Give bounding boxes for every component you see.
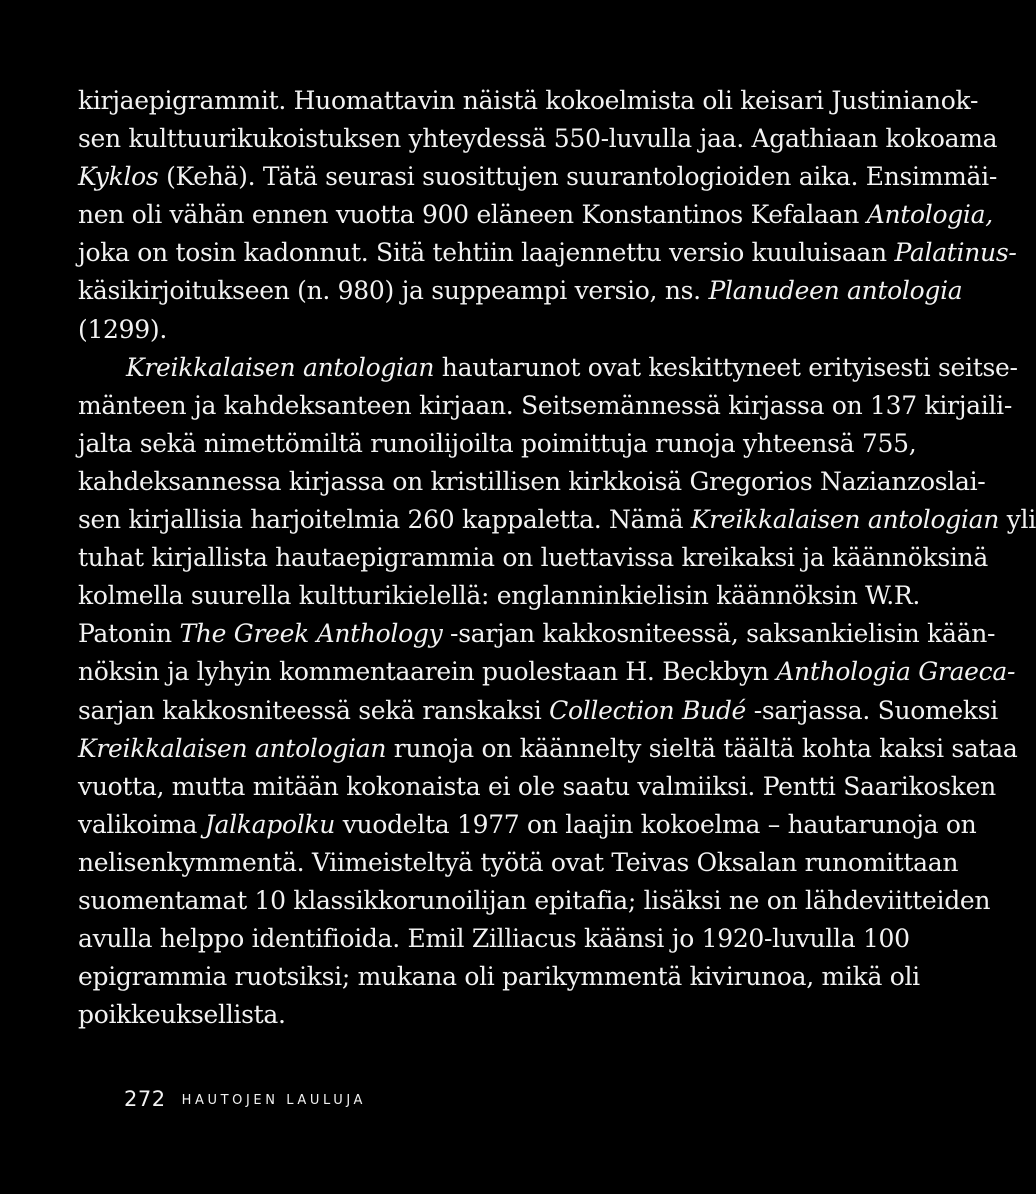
text-line: poikkeuksellista. — [78, 1000, 286, 1030]
text-line: kahdeksannessa kirjassa on kristillisen kirkkoisä Gregorios Nazianzoslai- — [78, 466, 986, 496]
text-line: sarjan kakkosniteessä sekä ranskaksi Collection Budé -sarjassa. Suomeksi — [78, 695, 998, 725]
text-line: sen kirjallisia harjoitelmia 260 kappaletta. Nämä Kreikkalaisen antologian yli — [78, 505, 1036, 535]
text-line: Patonin The Greek Anthology -sarjan kakkosniteessä, saksankielisin kään- — [78, 619, 996, 649]
text-line: epigrammia ruotsiksi; mukana oli parikymmentä kivirunoa, mikä oli — [78, 962, 920, 992]
page-footer — [124, 1087, 366, 1111]
text-line: avulla helppo identifioida. Emil Zilliacus käänsi jo 1920-luvulla 100 — [78, 924, 910, 954]
text-line: suomentamat 10 klassikkorunoilijan epitafia; lisäksi ne on lähdeviitteiden — [78, 885, 991, 915]
text-line: valikoima Jalkapolku vuodelta 1977 on laajin kokoelma – hautarunoja on — [78, 809, 977, 839]
text-line: sen kulttuurikukoistuksen yhteydessä 550-luvulla jaa. Agathiaan kokoama — [78, 124, 998, 154]
text-line: mänteen ja kahdeksanteen kirjaan. Seitsemännessä kirjassa on 137 kirjaili- — [78, 390, 1012, 420]
text-line: jalta sekä nimettömiltä runoilijoilta poimittuja runoja yhteensä 755, — [78, 428, 917, 458]
document-page — [78, 82, 1036, 1034]
text-line: tuhat kirjallista hautaepigrammia on luettavissa kreikaksi ja käännöksinä — [78, 543, 988, 573]
text-line: vuotta, mutta mitään kokonaista ei ole saatu valmiiksi. Pentti Saarikosken — [78, 771, 996, 801]
text-line: joka on tosin kadonnut. Sitä tehtiin laajennettu versio kuuluisaan Palatinus- — [78, 238, 1017, 268]
text-line: nen oli vähän ennen vuotta 900 eläneen Konstantinos Kefalaan Antologia, — [78, 200, 993, 230]
text-line: nöksin ja lyhyin kommentaarein puolestaan H. Beckbyn Anthologia Graeca- — [78, 657, 1016, 687]
running-title: HAUTOJEN LAULUJA — [181, 1093, 367, 1108]
text-line: Kreikkalaisen antologian runoja on käännelty sieltä täältä kohta kaksi sataa — [78, 733, 1018, 763]
text-line: (1299). — [78, 314, 167, 344]
text-line: nelisenkymmentä. Viimeisteltyä työtä ovat Teivas Oksalan runomittaan — [78, 847, 959, 877]
text-line: kirjaepigrammit. Huomattavin näistä kokoelmista oli keisari Justinianok- — [78, 86, 979, 115]
text-line: käsikirjoitukseen (n. 980) ja suppeampi versio, ns. Planudeen antologia — [78, 276, 963, 306]
page-number: 272 — [124, 1087, 166, 1111]
text-line: kolmella suurella kultturikielellä: englanninkielisin käännöksin W.R. — [78, 581, 921, 611]
text-line: Kyklos (Kehä). Tätä seurasi suosittujen suurantologioiden aika. Ensimmäi- — [78, 162, 998, 192]
paragraph-start-line: Kreikkalaisen antologian hautarunot ovat keskittyneet erityisesti seitse- — [126, 352, 1018, 382]
